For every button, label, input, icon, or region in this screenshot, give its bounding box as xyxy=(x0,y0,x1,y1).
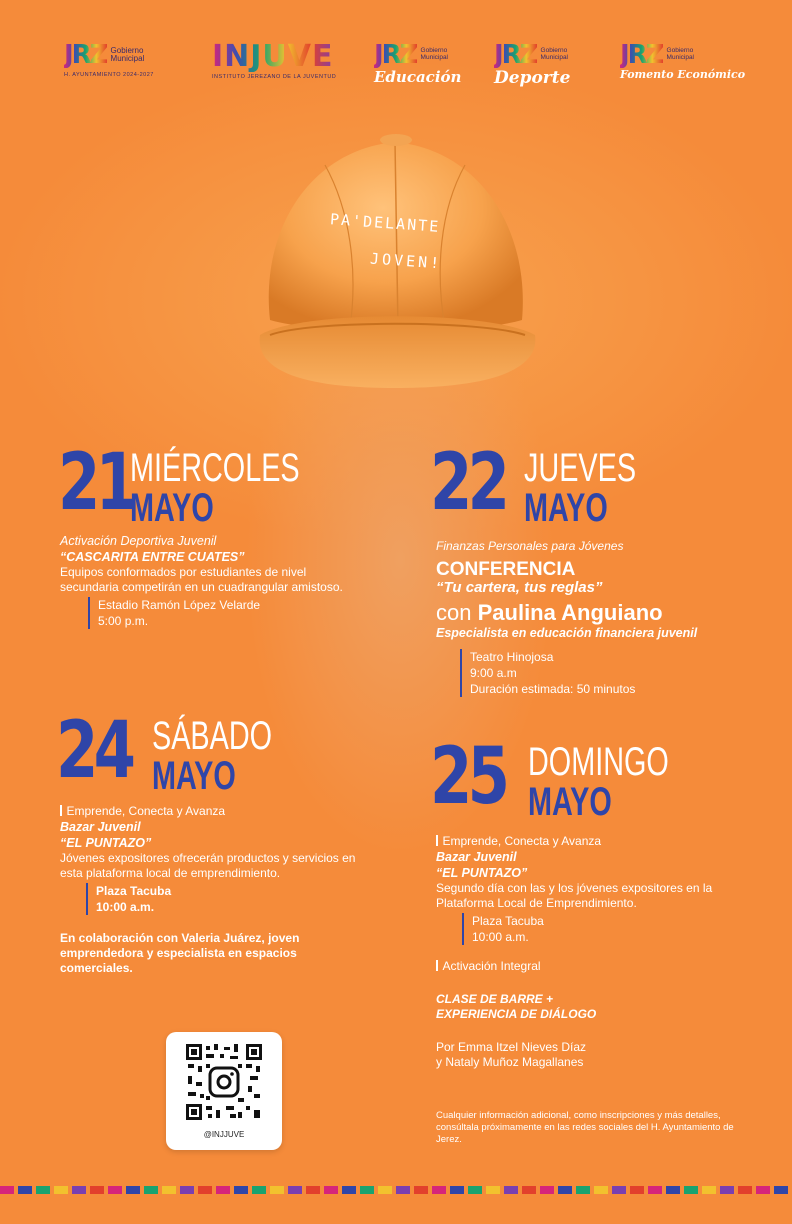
event-weekday: DOMINGO xyxy=(528,740,669,784)
event-venue: Estadio Ramón López Velarde xyxy=(98,598,261,612)
logo-script: Fomento Económico xyxy=(620,68,746,81)
logo-text: Gobierno xyxy=(420,47,448,55)
cap-text-line2: JOVEN! xyxy=(369,249,443,273)
logo-footer: INSTITUTO JEREZANO DE LA JUVENTUD xyxy=(212,74,337,80)
qr-handle: @INJJUVE xyxy=(203,1130,245,1139)
decorative-color-stripe xyxy=(0,1186,792,1194)
event-24-details xyxy=(60,804,380,976)
event-speaker-line xyxy=(436,600,776,626)
logo-text: Municipal xyxy=(110,54,145,63)
event-time: 5:00 p.m. xyxy=(98,614,149,628)
event-title: “CASCARITA ENTRE CUATES” xyxy=(60,550,245,564)
logo-script: Educación xyxy=(374,68,462,86)
event-25-details xyxy=(436,834,766,1070)
event-category: Activación Deportiva Juvenil xyxy=(60,534,217,548)
activity-by-2: y Nataly Muñoz Magallanes xyxy=(436,1055,584,1069)
logo-footer: H. AYUNTAMIENTO 2024-2027 xyxy=(64,72,154,78)
event-day-number: 24 xyxy=(56,706,132,796)
event-category: Finanzas Personales para Jóvenes xyxy=(436,539,624,553)
tagline-text: Emprende, Conecta y Avanza xyxy=(442,834,602,848)
event-tagline xyxy=(436,834,766,849)
logo-text: Gobierno xyxy=(540,47,568,55)
jrz-mark: JRZ xyxy=(374,40,417,70)
event-21-details xyxy=(60,533,380,629)
logo-text: Municipal xyxy=(540,54,569,61)
event-weekday: MIÉRCOLES xyxy=(130,446,300,490)
speaker-name: Paulina Anguiano xyxy=(477,600,663,625)
logo-text: Gobierno xyxy=(666,47,694,55)
event-venue: Teatro Hinojosa xyxy=(470,650,554,664)
speaker-prefix: con xyxy=(436,600,472,625)
event-duration: Duración estimada: 50 minutos xyxy=(470,682,636,696)
qr-card[interactable] xyxy=(166,1032,282,1150)
gobierno-municipal-logo xyxy=(64,42,154,78)
event-day-number: 22 xyxy=(430,438,506,528)
logo-script: Deporte xyxy=(494,68,571,88)
event-22-details xyxy=(436,539,776,697)
event-venue-block xyxy=(88,597,380,629)
event-day-number: 21 xyxy=(58,438,134,528)
footer-note: Cualquier información adicional, como inscripciones y más detalles, consúltala próximamente en las redes sociales del H. Ayuntamiento de Jerez. xyxy=(436,1110,734,1145)
tagline-text: Emprende, Conecta y Avanza xyxy=(66,804,226,818)
event-time: 10:00 a.m. xyxy=(472,930,529,944)
event-venue-block xyxy=(462,913,766,945)
jrz-mark: JRZ xyxy=(620,40,663,70)
event-title: “Tu cartera, tus reglas” xyxy=(436,579,603,596)
event-venue: Plaza Tacuba xyxy=(472,914,544,928)
tagline-text: Activación Integral xyxy=(442,959,541,973)
event-venue-block xyxy=(86,883,380,915)
event-month: MAYO xyxy=(152,754,236,798)
event-note: En colaboración con Valeria Juárez, joven emprendedora y especialista en espacios comerciales. xyxy=(60,931,300,975)
event-title: “EL PUNTAZO” xyxy=(436,866,528,880)
event-tagline-2 xyxy=(436,959,766,974)
logo-text: Municipal xyxy=(666,54,695,61)
jrz-mark: JRZ xyxy=(64,40,107,70)
event-weekday: SÁBADO xyxy=(152,714,273,758)
event-category: Bazar Juvenil xyxy=(436,850,517,864)
event-weekday: JUEVES xyxy=(524,446,637,490)
event-day-number: 25 xyxy=(430,732,506,822)
deporte-logo xyxy=(494,42,570,88)
activity-line-2: EXPERIENCIA DE DIÁLOGO xyxy=(436,1007,597,1021)
jrz-mark: JRZ xyxy=(494,40,537,70)
event-venue-block xyxy=(460,649,776,697)
event-tagline xyxy=(60,804,380,819)
injuve-logo xyxy=(212,39,337,80)
event-type: CONFERENCIA xyxy=(436,559,576,580)
speaker-role: Especialista en educación financiera juvenil xyxy=(436,626,698,640)
event-description: Jóvenes expositores ofrecerán productos y servicios en esta plataforma local de emprendimiento. xyxy=(60,851,356,880)
event-description: Equipos conformados por estudiantes de nivel secundaria competirán en un cuadrangular amistoso. xyxy=(60,565,343,594)
event-category: Bazar Juvenil xyxy=(60,820,141,834)
event-month: MAYO xyxy=(528,780,612,824)
logo-text: Municipal xyxy=(420,54,449,61)
educacion-logo xyxy=(374,42,461,86)
event-time: 10:00 a.m. xyxy=(96,900,155,914)
qr-code[interactable] xyxy=(186,1044,262,1120)
event-venue: Plaza Tacuba xyxy=(96,884,172,898)
event-month: MAYO xyxy=(130,486,214,530)
activity-by-1: Por Emma Itzel Nieves Díaz xyxy=(436,1040,587,1054)
logo-text: Gobierno xyxy=(110,45,144,55)
activity-line-1: CLASE DE BARRE + xyxy=(436,992,554,1006)
injuve-mark: INJUVE xyxy=(212,42,336,72)
cap-text-line1: PA'DELANTE xyxy=(329,210,441,236)
fomento-logo xyxy=(620,42,745,81)
event-description: Segundo día con las y los jóvenes expositores en la Plataforma Local de Emprendimiento. xyxy=(436,881,713,910)
event-title: “EL PUNTAZO” xyxy=(60,836,152,850)
event-month: MAYO xyxy=(524,486,608,530)
event-time: 9:00 a.m xyxy=(470,666,517,680)
